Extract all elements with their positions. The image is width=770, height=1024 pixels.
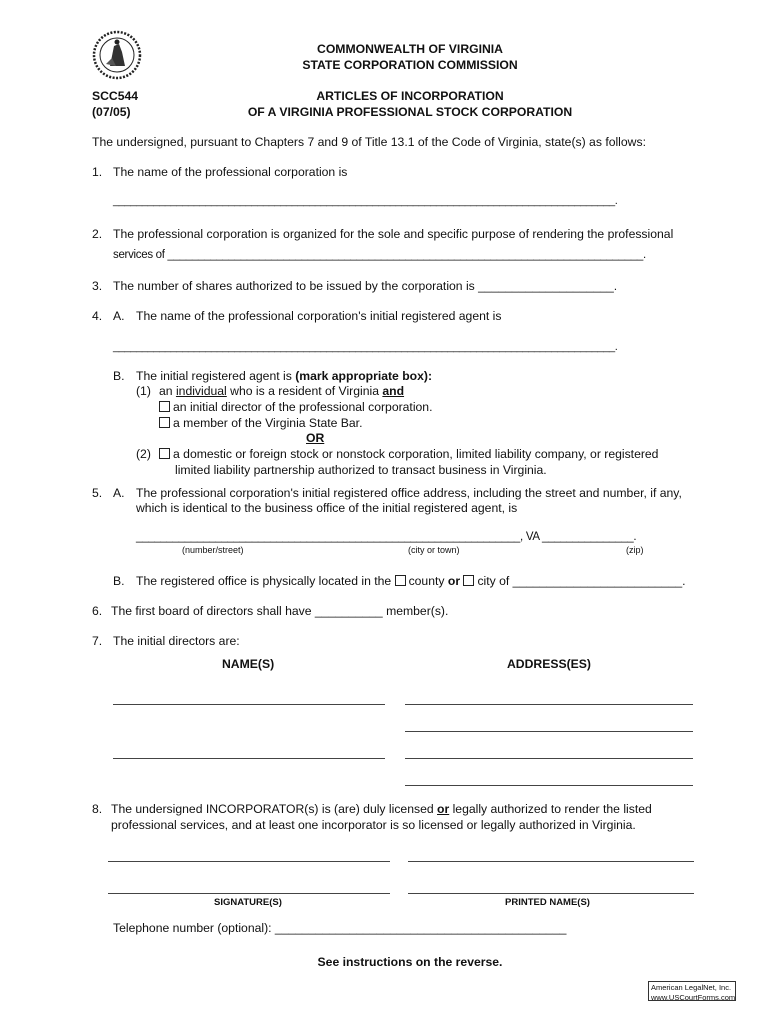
item5a-letter: A. (113, 486, 125, 500)
item2-number: 2. (92, 227, 103, 241)
footer-box (648, 981, 736, 1001)
professional-services-field[interactable]: services of ______________________________________________________________________________. (113, 249, 646, 261)
county-checkbox[interactable] (395, 575, 406, 586)
item7-number: 7. (92, 634, 103, 648)
footer-line2: www.USCourtForms.com (651, 992, 736, 1002)
shares-authorized-field[interactable]: The number of shares authorized to be issued by the corporation is ____________________. (113, 279, 618, 293)
option1-pre: an (159, 384, 176, 398)
item8-text-post: legally authorized to render the listed (449, 802, 652, 816)
city-of-field[interactable]: city of _________________________. (477, 574, 686, 588)
signature-line-2[interactable] (108, 893, 390, 894)
option2-number: (2) (136, 447, 151, 461)
director-name-line-2[interactable] (113, 758, 385, 759)
item5-number: 5. (92, 486, 103, 500)
footer-line1: American LegalNet, Inc. (651, 983, 732, 992)
state-bar-member-checkbox[interactable] (159, 417, 170, 428)
option1b-row (159, 416, 362, 430)
item4b-text (136, 369, 432, 383)
item8-text-line1 (111, 802, 652, 816)
or-separator: OR (306, 431, 325, 445)
addresses-header: ADDRESS(ES) (507, 657, 591, 671)
option1-and: and (382, 384, 405, 398)
instructions-note: See instructions on the reverse. (317, 955, 503, 969)
director-address-line-1a[interactable] (405, 704, 693, 705)
printed-name-line-1[interactable] (408, 861, 694, 862)
entity-agent-checkbox[interactable] (159, 448, 170, 459)
option1-text (159, 384, 404, 398)
item5a-text1: The professional corporation's initial registered office address, including the street and number, if any, (136, 486, 682, 500)
virginia-seal-icon (92, 28, 142, 82)
title-line1: ARTICLES OF INCORPORATION (316, 89, 504, 103)
item6-number: 6. (92, 604, 103, 618)
item8-text-pre: The undersigned INCORPORATOR(s) is (are) duly licensed (111, 802, 438, 816)
item4b-text-bold: (mark appropriate box): (295, 369, 432, 383)
intro-text: The undersigned, pursuant to Chapters 7 and 9 of Title 13.1 of the Code of Virginia, state(s) as follows: (92, 135, 646, 149)
label-number-street: (number/street) (182, 545, 244, 555)
item1-text: The name of the professional corporation is (113, 165, 348, 179)
corporation-name-field[interactable]: _______________________________________________________________________________________. (113, 195, 618, 207)
names-header: NAME(S) (222, 657, 275, 671)
option1-number: (1) (136, 384, 151, 398)
option1-mid: who is a resident of Virginia (226, 384, 383, 398)
director-address-line-1b[interactable] (405, 731, 693, 732)
printed-names-label: PRINTED NAME(S) (505, 897, 590, 908)
item4b-text-pre: The initial registered agent is (136, 369, 296, 383)
item7-text: The initial directors are: (113, 634, 240, 648)
directors-count-field[interactable]: The first board of directors shall have __________ member(s). (111, 604, 449, 618)
or-label: or (447, 574, 461, 588)
signatures-label: SIGNATURE(S) (214, 897, 282, 908)
option1b-text: a member of the Virginia State Bar. (173, 416, 363, 430)
item4b-letter: B. (113, 369, 125, 383)
form-date: (07/05) (92, 105, 131, 119)
item2-text: The professional corporation is organized for the sole and specific purpose of rendering the professional (113, 227, 674, 241)
item8-text-line2: professional services, and at least one incorporator is so licensed or legally authorized in Virginia. (111, 818, 636, 832)
item5a-text2: which is identical to the business office of the initial registered agent, is (136, 501, 518, 515)
director-address-line-2a[interactable] (405, 758, 693, 759)
item1-number: 1. (92, 165, 103, 179)
item5b-row (136, 574, 686, 588)
registered-office-address-field[interactable]: _______________________________________________________________, VA _______________. (136, 531, 637, 543)
item4a-letter: A. (113, 309, 125, 323)
item4-number: 4. (92, 309, 103, 323)
item4a-text: The name of the professional corporation's initial registered agent is (136, 309, 502, 323)
item5b-letter: B. (113, 574, 125, 588)
option2-line1: a domestic or foreign stock or nonstock corporation, limited liability company, or registered (173, 447, 659, 461)
option1-individual: individual (175, 384, 227, 398)
header-line1: COMMONWEALTH OF VIRGINIA (317, 42, 503, 56)
option1a-row (159, 400, 432, 414)
option2-row (159, 447, 658, 461)
option2-line2: limited liability partnership authorized to transact business in Virginia. (175, 463, 547, 477)
form-id: SCC544 (92, 89, 139, 103)
option1a-text: an initial director of the professional corporation. (173, 400, 433, 414)
title-line2: OF A VIRGINIA PROFESSIONAL STOCK CORPORATION (247, 105, 573, 119)
header-line2: STATE CORPORATION COMMISSION (302, 58, 518, 72)
county-label: county (408, 574, 445, 588)
director-address-line-2b[interactable] (405, 785, 693, 786)
item5b-text: The registered office is physically located in the (136, 574, 395, 588)
item3-number: 3. (92, 279, 103, 293)
label-city-town: (city or town) (408, 545, 460, 555)
initial-director-checkbox[interactable] (159, 401, 170, 412)
city-checkbox[interactable] (463, 575, 474, 586)
label-zip: (zip) (626, 545, 644, 555)
telephone-field[interactable]: Telephone number (optional): ___________________________________________ (113, 921, 567, 935)
item8-or: or (437, 802, 450, 816)
signature-line-1[interactable] (108, 861, 390, 862)
printed-name-line-2[interactable] (408, 893, 694, 894)
registered-agent-name-field[interactable]: _______________________________________________________________________________________. (113, 341, 618, 353)
item8-number: 8. (92, 802, 103, 816)
director-name-line-1[interactable] (113, 704, 385, 705)
